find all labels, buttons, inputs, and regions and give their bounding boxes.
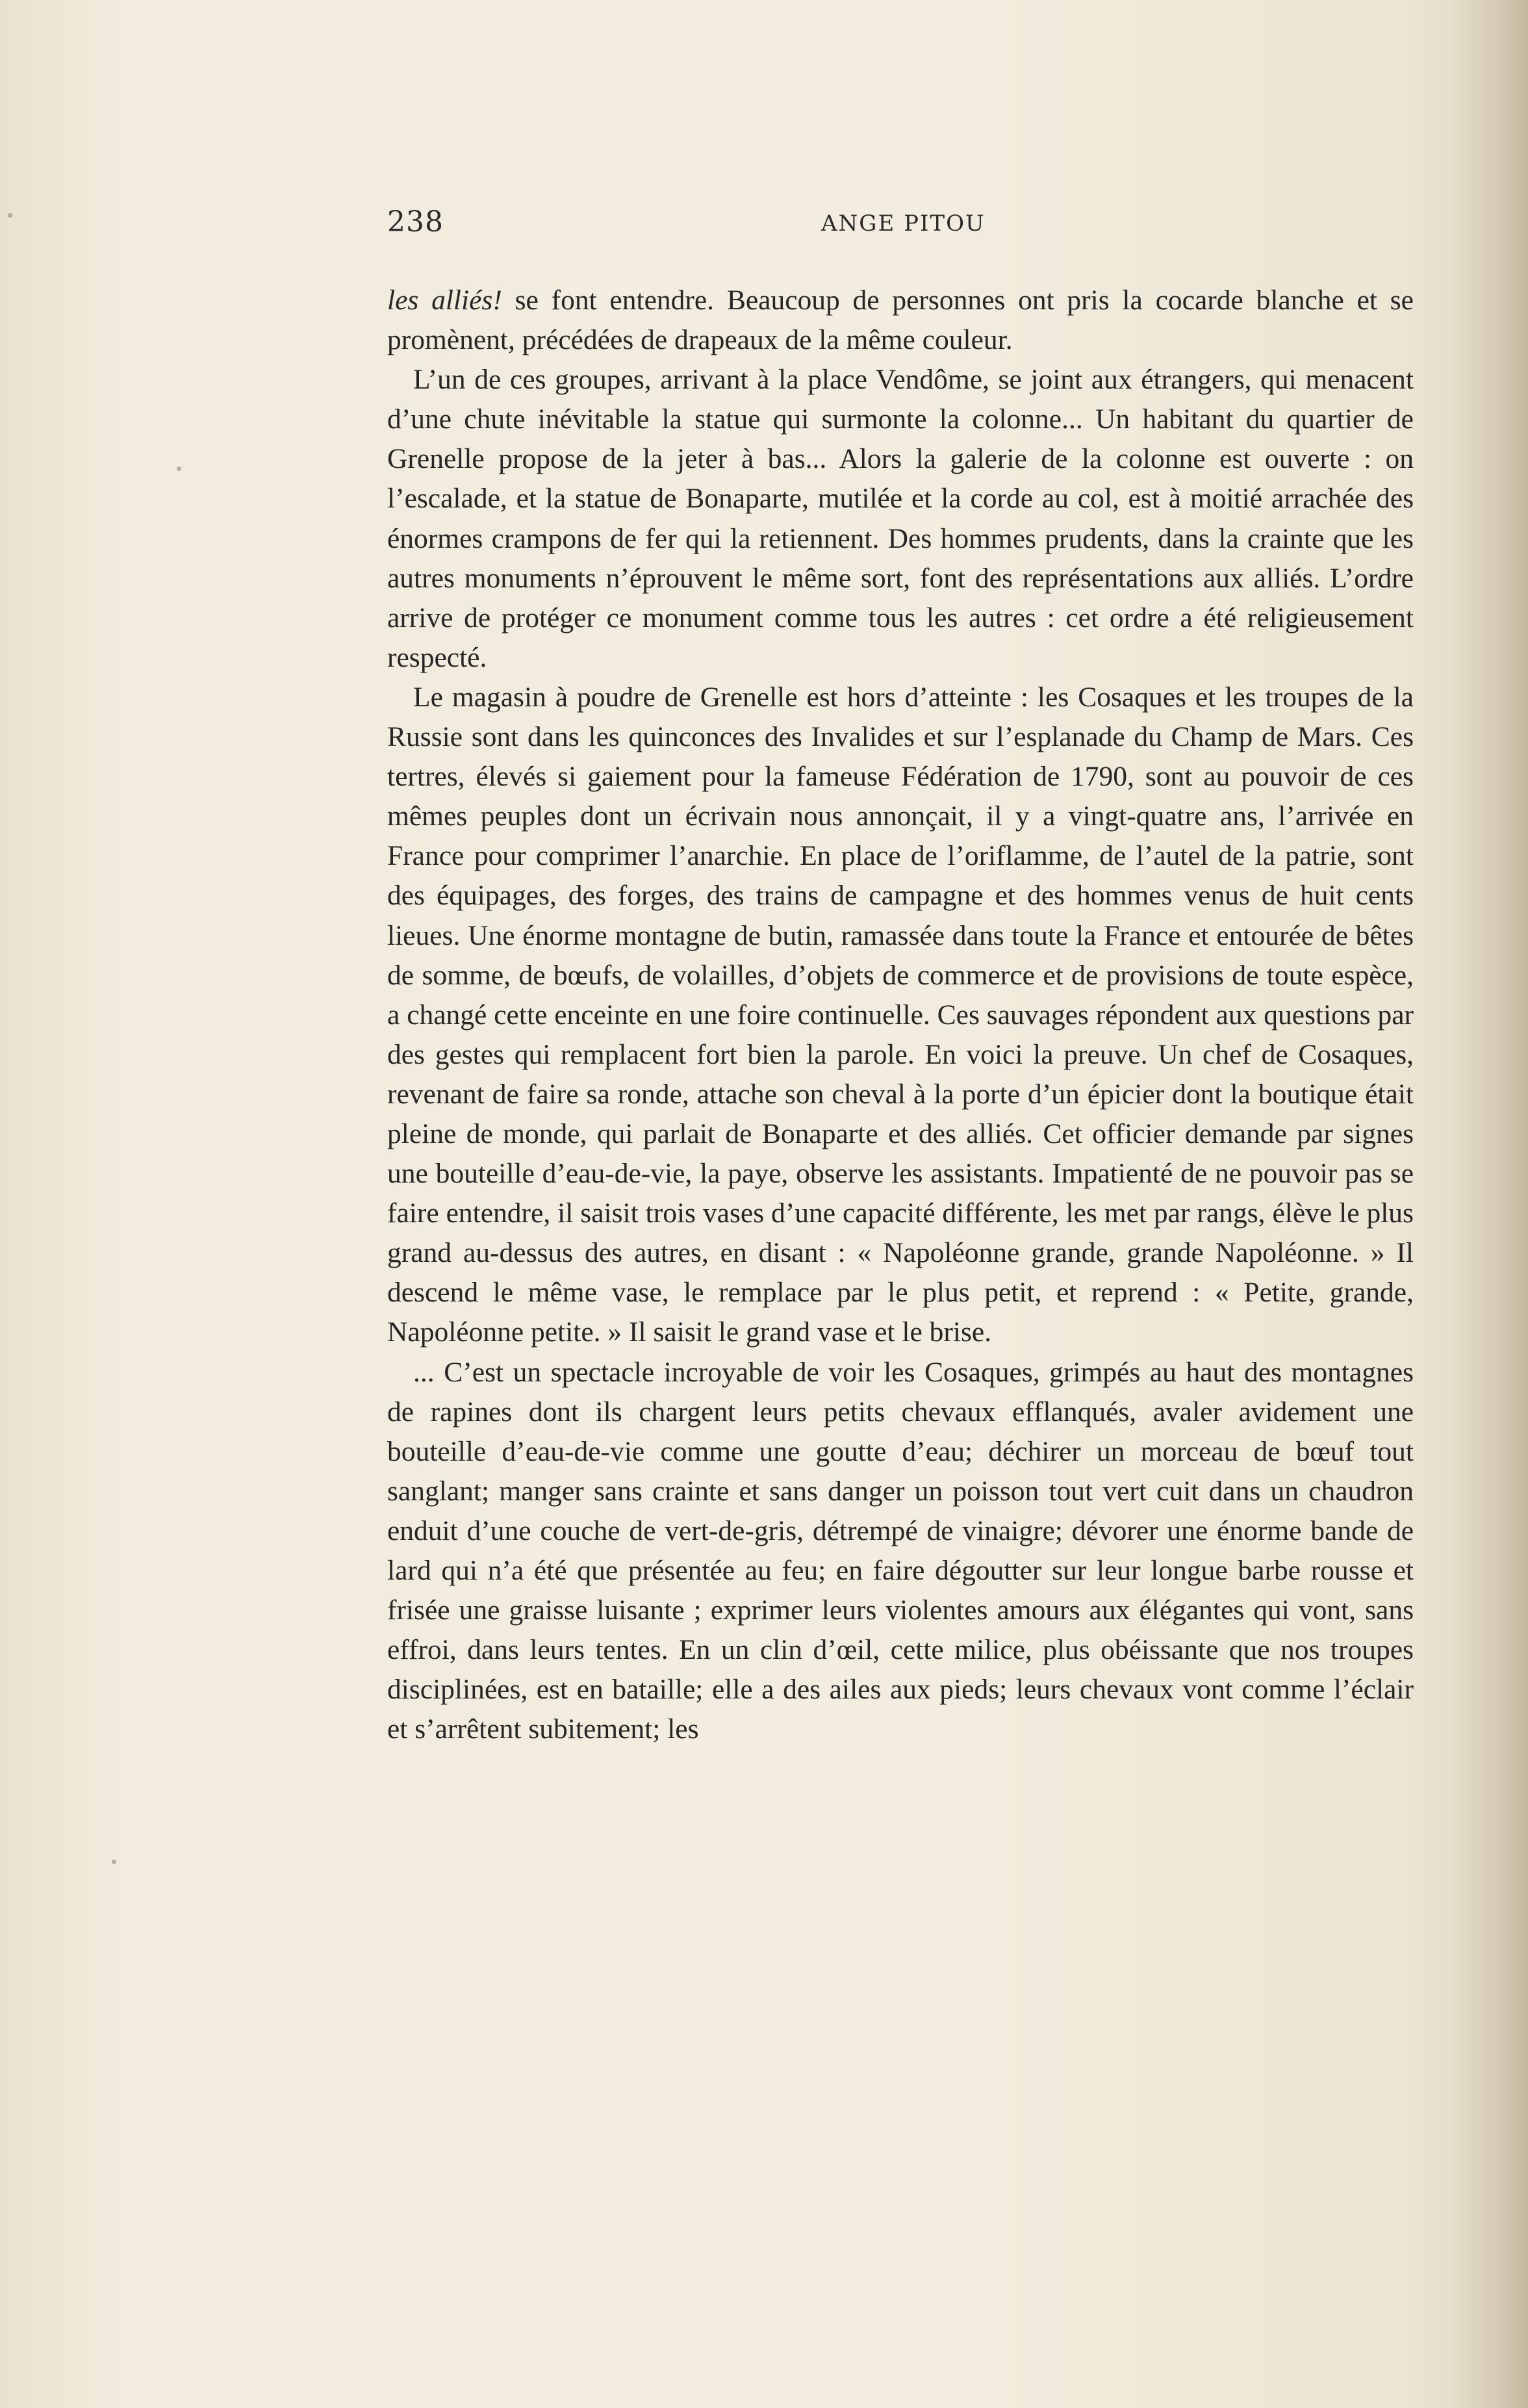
body-text (387, 281, 1414, 1749)
running-title: ANGE PITOU (821, 211, 986, 237)
paragraph (387, 360, 1414, 678)
paper-speck (177, 467, 181, 471)
paper-speck (8, 213, 12, 218)
paragraph (387, 1353, 1414, 1750)
italic-exclamation: les alliés! (387, 285, 502, 316)
paper-speck (112, 1860, 116, 1864)
running-head (387, 205, 1414, 251)
page-number: 238 (387, 205, 444, 238)
paragraph-text: ... C’est un spectacle incroyable de voir les Cosaques, grimpés au haut des montagnes de rapines dont ils chargent leurs petits chevaux efflanqués, avaler avidement une bouteille d’eau-de-vie comme une goutte d’eau; déchirer un morceau de bœuf tout sanglant; manger sans crainte et sans danger un poisson tout vert cuit dans un chaudron enduit d’une couche de vert-de-gris, détrempé de vinaigre; dévorer une énorme bande de lard qui n’a été que présentée au feu; en faire dégoutter sur leur longue barbe rousse et frisée une graisse luisante ; exprimer leurs violentes amours aux élégantes qui vont, sans effroi, dans leurs tentes. En un clin d’œil, cette milice, plus obéissante que nos troupes disciplinées, est en bataille; elle a des ailes aux pieds; leurs chevaux vont comme l’éclair et s’arrêtent subitement; les (387, 1356, 1414, 1745)
page-edge-shadow (1450, 0, 1528, 2408)
paragraph-text: Le magasin à poudre de Grenelle est hors d’atteinte : les Cosaques et les troupes de la Russie sont dans les quinconces des Invalides et sur l’esplanade du Champ de Mars. Ces tertres, élevés si gaiement pour la fameuse Fédération de 1790, sont au pouvoir de ces mêmes peuples dont un écrivain nous annonçait, il y a vingt-quatre ans, l’arrivée en France pour comprimer l’anarchie. En place de l’oriflamme, de l’autel de la patrie, sont des équipages, des forges, des trains de campagne et des hommes venus de huit cents lieues. Une énorme montagne de butin, ramassée dans toute la France et entourée de bêtes de somme, de bœufs, de volailles, d’objets de commerce et de provisions de toute espèce, a changé cette enceinte en une foire continuelle. Ces sauvages répondent aux questions par des gestes qui remplacent fort bien la parole. En voici la preuve. Un chef de Cosaques, revenant de faire sa ronde, attache son cheval à la porte d’un épicier dont la boutique était pleine de monde, qui parlait de Bonaparte et des alliés. Cet officier demande par signes une bouteille d’eau-de-vie, la paye, observe les assistants. Impatienté de ne pouvoir pas se faire entendre, il saisit trois vases d’une capacité différente, les met par rangs, élève le plus grand au-dessus des autres, en disant : « Napoléonne grande, grande Napoléonne. » Il descend le même vase, le remplace par le plus petit, et reprend : « Petite, grande, Napoléonne petite. » Il saisit le grand vase et le brise. (387, 681, 1414, 1348)
paragraph-text: se font entendre. Beaucoup de personnes ont pris la cocarde blanche et se promènent, précédées de drapeaux de la même couleur. (387, 285, 1414, 356)
paragraph (387, 678, 1414, 1353)
paragraph (387, 281, 1414, 360)
paragraph-text: L’un de ces groupes, arrivant à la place Vendôme, se joint aux étrangers, qui menacent d’une chute inévitable la statue qui surmonte la colonne... Un habitant du quartier de Grenelle propose de la jeter à bas... Alors la galerie de la colonne est ouverte : on l’escalade, et la statue de Bonaparte, mutilée et la corde au col, est à moitié arrachée des énormes crampons de fer qui la retiennent. Des hommes prudents, dans la crainte que les autres monuments n’éprouvent le même sort, font des représentations aux alliés. L’ordre arrive de protéger ce monument comme tous les autres : cet ordre a été religieusement respecté. (387, 364, 1414, 673)
